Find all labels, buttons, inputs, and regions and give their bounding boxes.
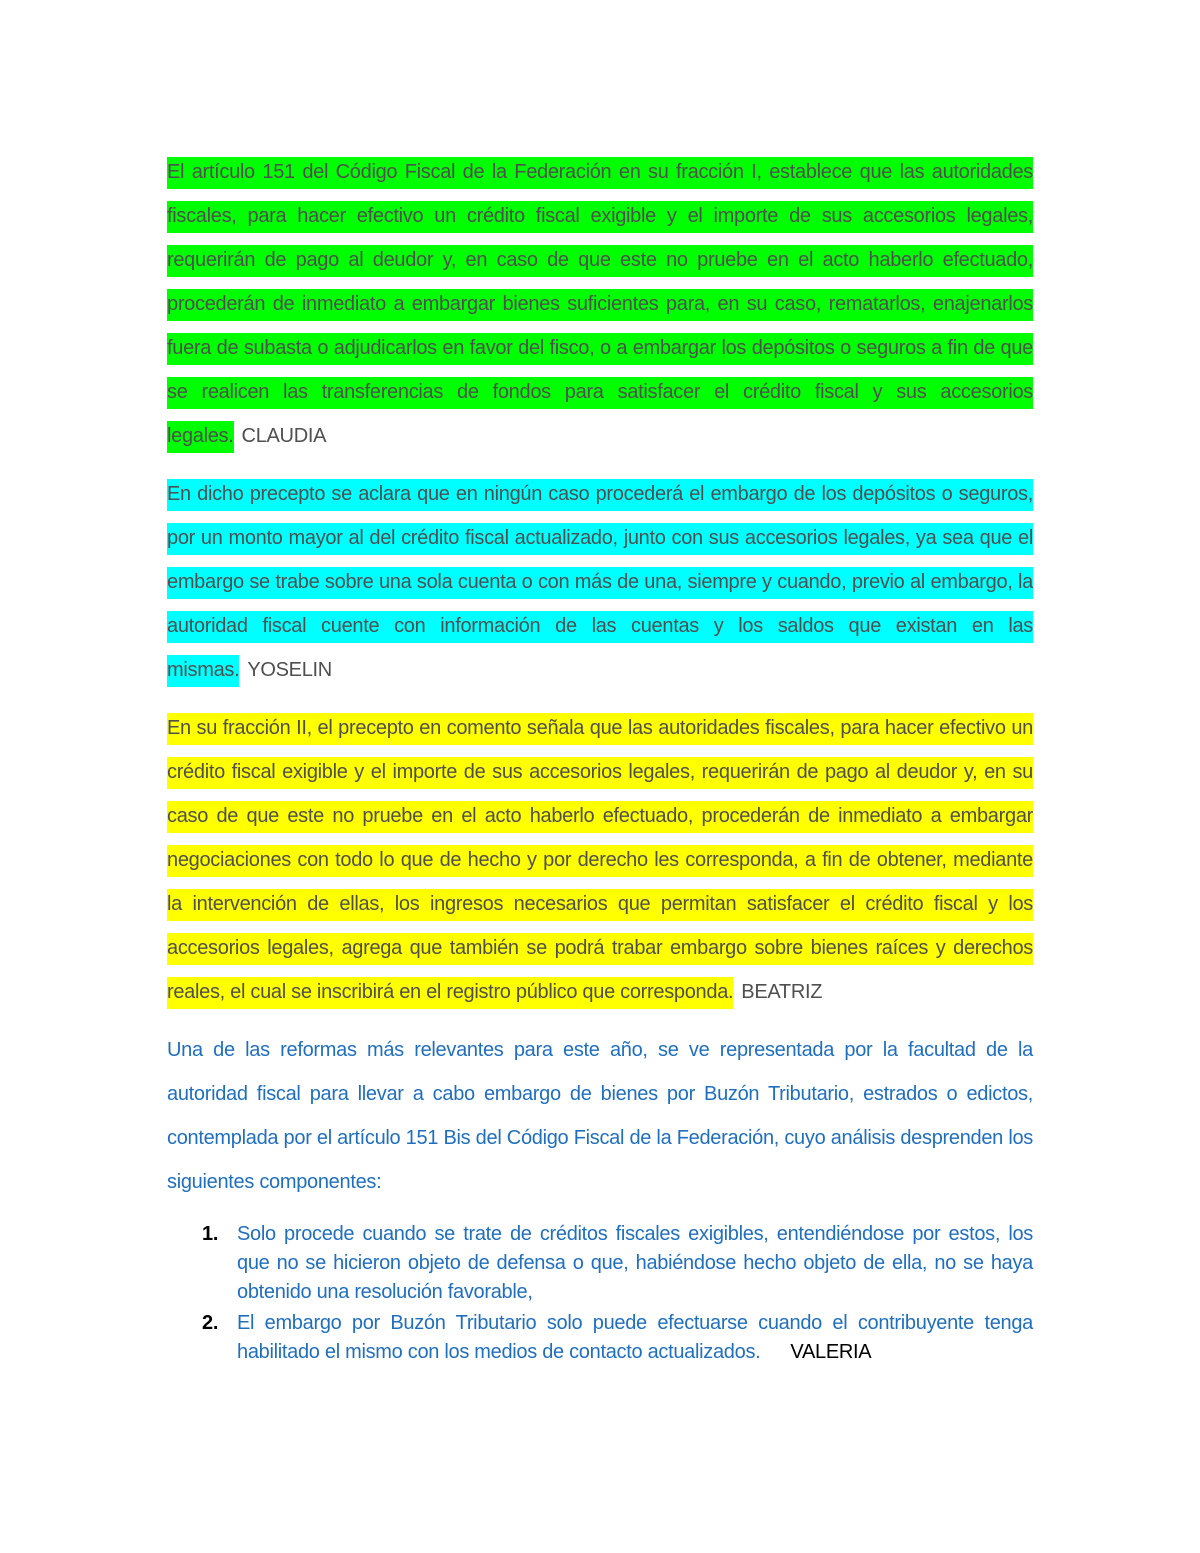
paragraph-beatriz xyxy=(167,706,1033,1014)
paragraph-claudia xyxy=(167,150,1033,458)
list-item xyxy=(167,1220,1033,1307)
author-name-valeria: VALERIA xyxy=(790,1341,872,1363)
paragraph-reformas xyxy=(167,1028,1033,1204)
paragraph-yoselin xyxy=(167,472,1033,692)
document-body xyxy=(167,150,1033,1369)
highlighted-text-cyan: En dicho precepto se aclara que en ningún caso procederá el embargo de los depósitos o seguros, por un monto mayor al del crédito fiscal actualizado, junto con sus accesorios legales, ya sea que el embargo se trabe sobre una sola cuenta o con más de una, siempre y cuando, previo al embargo, la autoridad fiscal cuente con información de las cuentas y los saldos que existan en las mismas. xyxy=(167,479,1033,687)
list-item xyxy=(167,1309,1033,1367)
author-name-yoselin: YOSELIN xyxy=(247,659,332,681)
author-name-claudia: CLAUDIA xyxy=(241,425,327,447)
list-item-text: Solo procede cuando se trate de créditos fiscales exigibles, entendiéndose por estos, los que no se hicieron objeto de defensa o que, habiéndose hecho objeto de ella, no se haya obtenido una resolución favorable, xyxy=(237,1223,1033,1303)
list-number: 1. xyxy=(202,1223,219,1245)
list-number: 2. xyxy=(202,1312,219,1334)
highlighted-text-green: El artículo 151 del Código Fiscal de la Federación en su fracción I, establece que las autoridades fiscales, para hacer efectivo un crédito fiscal exigible y el importe de sus accesorios legales, requerirán de pago al deudor y, en caso de que este no pruebe en el acto haberlo efectuado, procederán de inmediato a embargar bienes suficientes para, en su caso, rematarlos, enajenarlos fuera de subasta o adjudicarlos en favor del fisco, o a embargar los depósitos o seguros a fin de que se realicen las transferencias de fondos para satisfacer el crédito fiscal y sus accesorios legales. xyxy=(167,157,1033,453)
author-name-beatriz: BEATRIZ xyxy=(741,981,823,1003)
highlighted-text-yellow: En su fracción II, el precepto en comento señala que las autoridades fiscales, para hacer efectivo un crédito fiscal exigible y el importe de sus accesorios legales, requerirán de pago al deudor y, en su caso de que este no pruebe en el acto haberlo efectuado, procederán de inmediato a embargar negociaciones con todo lo que de hecho y por derecho les corresponda, a fin de obtener, mediante la intervención de ellas, los ingresos necesarios que permitan satisfacer el crédito fiscal y los accesorios legales, agrega que también se podrá trabar embargo sobre bienes raíces y derechos reales, el cual se inscribirá en el registro público que corresponda. xyxy=(167,713,1033,1009)
blue-paragraph-text: Una de las reformas más relevantes para este año, se ve representada por la facultad de la autoridad fiscal para llevar a cabo embargo de bienes por Buzón Tributario, estrados o edictos, contemplada por el artículo 151 Bis del Código Fiscal de la Federación, cuyo análisis desprenden los siguientes componentes: xyxy=(167,1039,1033,1193)
components-list xyxy=(167,1220,1033,1367)
list-item-text: El embargo por Buzón Tributario solo puede efectuarse cuando el contribuyente tenga habilitado el mismo con los medios de contacto actualizados. xyxy=(237,1312,1033,1363)
